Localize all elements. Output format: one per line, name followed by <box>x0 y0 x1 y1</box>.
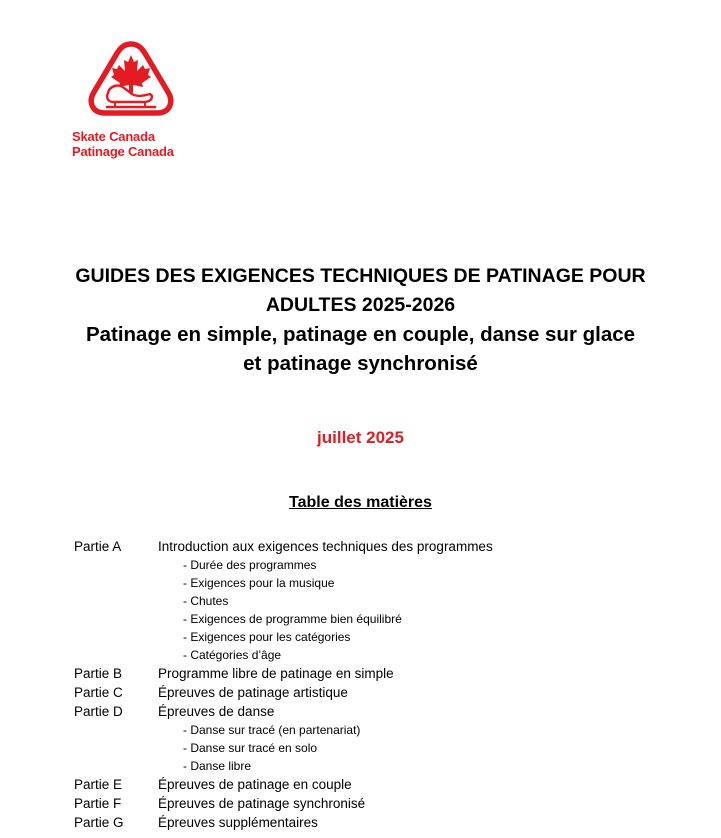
title-line-3: Patinage en simple, patinage en couple, danse sur glace <box>85 323 636 346</box>
document-date: juillet 2025 <box>317 428 404 447</box>
toc-entry <box>74 794 694 813</box>
toc-part-title: Épreuves de patinage artistique <box>158 685 348 700</box>
logo-wordmark <box>72 129 174 159</box>
toc-part-label: Partie B <box>74 666 123 681</box>
toc-part-title: Introduction aux exigences techniques des programmes <box>158 539 493 554</box>
toc-subentry: - Danse sur tracé (en partenariat) <box>183 723 361 737</box>
toc-entry <box>74 775 694 794</box>
table-of-contents <box>74 537 694 832</box>
toc-part-title: Épreuves de patinage synchronisé <box>158 796 366 811</box>
title-line-4: et patinage synchronisé <box>243 352 478 375</box>
toc-part-label: Partie A <box>74 539 122 554</box>
toc-part-label: Partie E <box>74 777 123 792</box>
toc-subentry: - Durée des programmes <box>183 558 317 572</box>
toc-subentry: - Danse sur tracé en solo <box>183 741 318 755</box>
toc-subentry: - Exigences pour les catégories <box>183 630 351 644</box>
toc-part-label: Partie F <box>74 796 122 811</box>
toc-subentry: - Exigences pour la musique <box>183 576 335 590</box>
logo-line-2: Patinage Canada <box>72 144 174 159</box>
toc-subentry: - Exigences de programme bien équilibré <box>183 612 402 626</box>
toc-part-title: Épreuves de danse <box>158 704 275 719</box>
toc-subentry: - Catégories d’âge <box>183 648 282 662</box>
maple-leaf-skate-icon <box>83 38 179 118</box>
toc-part-title: Programme libre de patinage en simple <box>158 666 394 681</box>
logo-line-1: Skate Canada <box>72 129 155 144</box>
document-title <box>0 262 721 378</box>
toc-part-label: Partie C <box>74 685 123 700</box>
toc-entry <box>74 683 694 702</box>
toc-subentry: - Danse libre <box>183 759 252 773</box>
toc-heading: Table des matières <box>289 494 432 511</box>
toc-part-title: Épreuves supplémentaires <box>158 815 318 830</box>
toc-part-title: Épreuves de patinage en couple <box>158 777 352 792</box>
toc-entry <box>74 537 694 556</box>
toc-subentry: - Chutes <box>183 594 229 608</box>
toc-entry <box>74 813 694 832</box>
toc-entry <box>74 664 694 683</box>
toc-entry <box>74 702 694 721</box>
title-line-1: GUIDES DES EXIGENCES TECHNIQUES DE PATINAGE POUR <box>75 265 646 287</box>
toc-part-label: Partie G <box>74 815 124 830</box>
skate-canada-logo <box>72 38 198 163</box>
toc-part-label: Partie D <box>74 704 123 719</box>
title-line-2: ADULTES 2025-2026 <box>265 294 456 316</box>
